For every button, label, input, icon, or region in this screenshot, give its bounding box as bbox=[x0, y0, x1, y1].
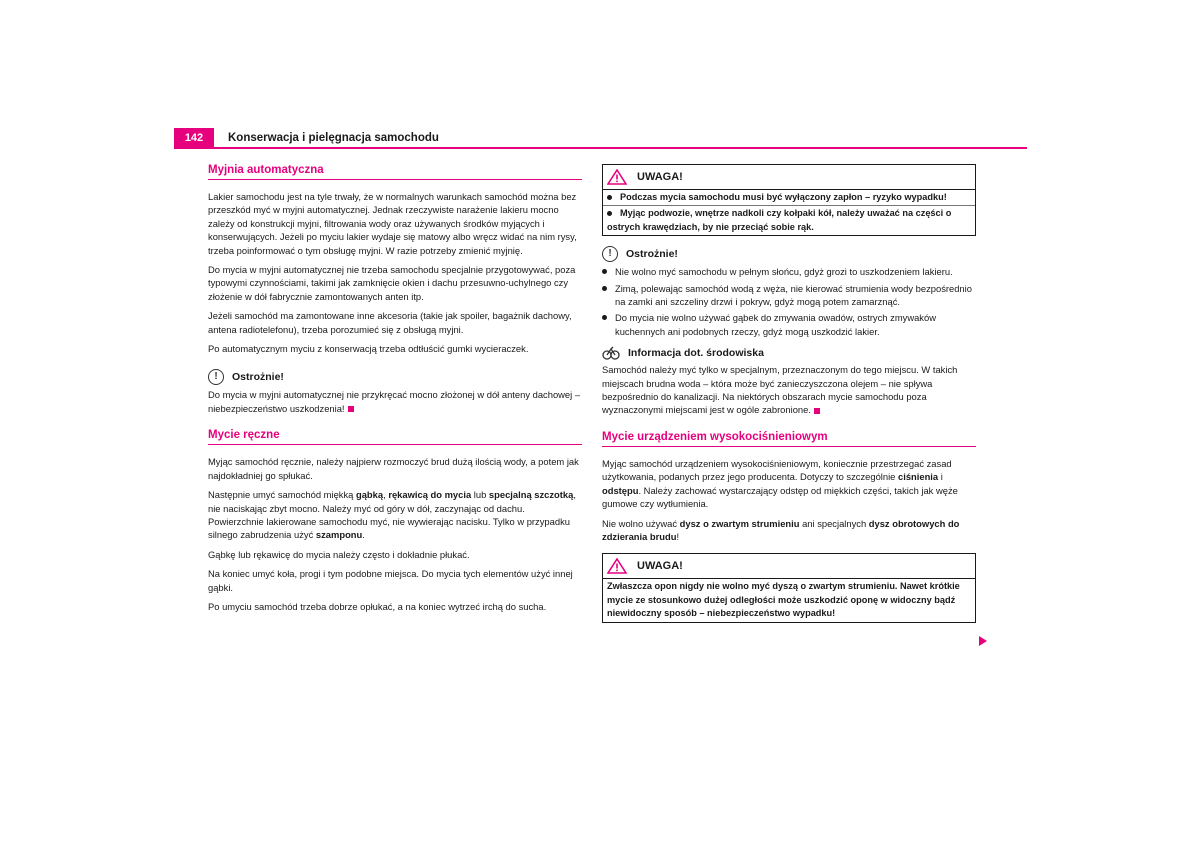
bold-text: dysz obrotowych do zdzierania brudu bbox=[602, 517, 960, 542]
bold-text: ciśnienia bbox=[898, 471, 939, 483]
text: . bbox=[362, 529, 365, 541]
paragraph: Jeżeli samochód ma zamontowane inne akcesoria (takie jak spoiler, bagażnik dachowy, antena radiotelefonu), trzeba porozumieć się z obsługą myjni. bbox=[208, 310, 572, 335]
warning-item-text: Myjąc podwozie, wnętrze nadkoli czy kołpaki kół, należy uważać na części o ostrych krawędziach, by nie przeciąć sobie rąk. bbox=[607, 208, 952, 232]
list-item-text: Zimą, polewając samochód wodą z węża, nie kierować strumienia wody bezpośrednio na zamki ani szczeliny drzwi i pokryw, gdyż mogą potem zamarznąć. bbox=[615, 282, 972, 308]
caution-title: Ostrożnie! bbox=[232, 371, 284, 384]
section-title-hand-wash: Mycie ręczne bbox=[208, 429, 582, 445]
paragraph bbox=[602, 517, 976, 544]
caution-text-body: Do mycia w myjni automatycznej nie przykręcać mocno złożonej w dół anteny dachowej – niebezpieczeństwo uszkodzenia! bbox=[208, 389, 581, 414]
environment-text bbox=[602, 363, 976, 417]
text: Myjąc samochód urządzeniem wysokociśnieniowym, koniecznie przestrzegać zasad użytkowania, podanych przez jego producenta. Dotyczy to szczególnie bbox=[602, 457, 952, 483]
left-column bbox=[208, 164, 582, 619]
page-number: 142 bbox=[174, 128, 214, 149]
bullet-icon bbox=[602, 315, 607, 320]
paragraph: Lakier samochodu jest na tyle trwały, że w normalnych warunkach samochód można bez przeszkód myć w myjni automatycznej. Jednak rzeczywiste narażenie lakieru mocno zależy od konstrukcji myjni, filtrowania wody oraz używanych środków myjących i konserwujących. Jeżeli po myciu lakier wydaje się matowy albo wręcz widać na nim rysy, trzeba poinformować o tym obsługę myjni. W razie potrzeby zmienić myjnię. bbox=[208, 191, 577, 256]
paragraph: Po umyciu samochód trzeba dobrze opłukać, a na koniec wytrzeć irchą do sucha. bbox=[208, 600, 547, 612]
section-title-pressure-wash: Mycie urządzeniem wysokociśnieniowym bbox=[602, 431, 976, 447]
text: lub bbox=[471, 489, 489, 501]
warning-item-text: Podczas mycia samochodu musi być wyłączony zapłon – ryzyko wypadku! bbox=[620, 192, 947, 202]
warning-box bbox=[602, 553, 976, 622]
end-of-section-icon bbox=[814, 408, 820, 414]
list-item bbox=[602, 282, 976, 309]
bullet-icon bbox=[602, 269, 607, 274]
warning-box bbox=[602, 164, 976, 236]
paragraph: Myjąc samochód ręcznie, należy najpierw rozmoczyć brud dużą ilością wody, a potem jak najdokładniej go spłukać. bbox=[208, 456, 579, 481]
text: ! bbox=[676, 530, 680, 542]
bullet-icon bbox=[607, 211, 612, 216]
warning-triangle-icon bbox=[607, 558, 627, 574]
bold-text: rękawicą do mycia bbox=[388, 489, 472, 501]
bold-text: dysz o zwartym strumieniu bbox=[679, 517, 800, 529]
paragraph bbox=[602, 457, 976, 511]
exclamation-circle-icon: ! bbox=[602, 246, 618, 262]
warning-triangle-icon bbox=[607, 169, 627, 185]
end-of-section-icon bbox=[348, 406, 354, 412]
text: ani specjalnych bbox=[799, 517, 869, 529]
paragraph: Na koniec umyć koła, progi i tym podobne miejsca. Do mycia tych elementów użyć innej gąbki. bbox=[208, 568, 573, 593]
environment-icon bbox=[602, 346, 620, 360]
bold-text: gąbką bbox=[355, 489, 384, 501]
warning-heading bbox=[603, 554, 975, 579]
list-item-text: Nie wolno myć samochodu w pełnym słońcu, gdyż grozi to uszkodzeniem lakieru. bbox=[615, 266, 953, 278]
paragraph bbox=[208, 488, 582, 542]
chapter-title: Konserwacja i pielęgnacja samochodu bbox=[228, 132, 439, 144]
environment-heading bbox=[602, 346, 976, 360]
caution-text bbox=[208, 388, 582, 415]
warning-title: UWAGA! bbox=[637, 171, 683, 183]
environment-title: Informacja dot. środowiska bbox=[628, 347, 764, 360]
text: , bbox=[383, 489, 389, 501]
caution-heading bbox=[208, 369, 582, 385]
warning-item bbox=[603, 190, 975, 206]
bold-text: szamponu bbox=[315, 529, 363, 541]
list-item-text: Do mycia nie wolno używać gąbek do zmywania owadów, ostrych zmywaków kuchennych ani podobnych rzeczy, gdyż mogą uszkodzić lakier. bbox=[615, 312, 936, 337]
exclamation-circle-icon: ! bbox=[208, 369, 224, 385]
text: , nie naciskając zbyt mocno. Należy myć od góry w dół, zaczynając od dachu. Powierzchnie lakierowane samochodu myć, nie wywierając nacisku. Tylko w przypadku silnego zabrudzenia użyć bbox=[208, 489, 576, 541]
paragraph: Gąbkę lub rękawicę do mycia należy często i dokładnie płukać. bbox=[208, 548, 470, 560]
paragraph: Po automatycznym myciu z konserwacją trzeba odtłuścić gumki wycieraczek. bbox=[208, 343, 529, 355]
list-item bbox=[602, 265, 976, 278]
bullet-icon bbox=[607, 195, 612, 200]
text: . Należy zachować wystarczający odstęp od miękkich części, takich jak węże gumowe czy wytłumienia. bbox=[602, 484, 958, 510]
warning-item bbox=[603, 206, 975, 235]
section-title-automatic-wash: Myjnia automatyczna bbox=[208, 164, 582, 180]
bullet-icon bbox=[602, 286, 607, 291]
right-column bbox=[602, 164, 976, 631]
text: i bbox=[938, 471, 943, 483]
warning-heading bbox=[603, 165, 975, 190]
next-page-arrow-icon bbox=[979, 636, 987, 646]
bold-text: odstępu bbox=[602, 484, 639, 496]
bold-text: specjalną szczotką bbox=[488, 489, 574, 501]
paragraph: Do mycia w myjni automatycznej nie trzeba samochodu specjalnie przygotowywać, poza typowymi czynnościami, takimi jak zamknięcie okien i dachu przesuwno-uchylnego czy złożenie w dół fabrycznie zamontowanych anten itp. bbox=[208, 264, 576, 302]
header-rule bbox=[174, 147, 1027, 149]
warning-item: Zwłaszcza opon nigdy nie wolno myć dyszą o zwartym strumieniu. Nawet krótkie mycie ze stosunkowo dużej odległości może uszkodzić oponę w widoczny bądź niewidoczny sposób – niebezpieczeństwo wypadku! bbox=[607, 581, 960, 619]
list-item bbox=[602, 311, 976, 338]
text: Następnie umyć samochód miękką bbox=[208, 489, 356, 501]
text: Nie wolno używać bbox=[602, 517, 680, 529]
caution-heading bbox=[602, 246, 976, 262]
warning-title: UWAGA! bbox=[637, 560, 683, 573]
caution-title: Ostrożnie! bbox=[626, 248, 678, 261]
environment-text-body: Samochód należy myć tylko w specjalnym, przeznaczonym do tego miejscu. W takich miejscach brudna woda – która może być zanieczyszczona olejem – nie spływa bezpośrednio do kanalizacji. Na niektórych obszarach mycie samochodu poza wyznaczonymi miejscami jest w ogóle zabronione. bbox=[602, 364, 958, 416]
